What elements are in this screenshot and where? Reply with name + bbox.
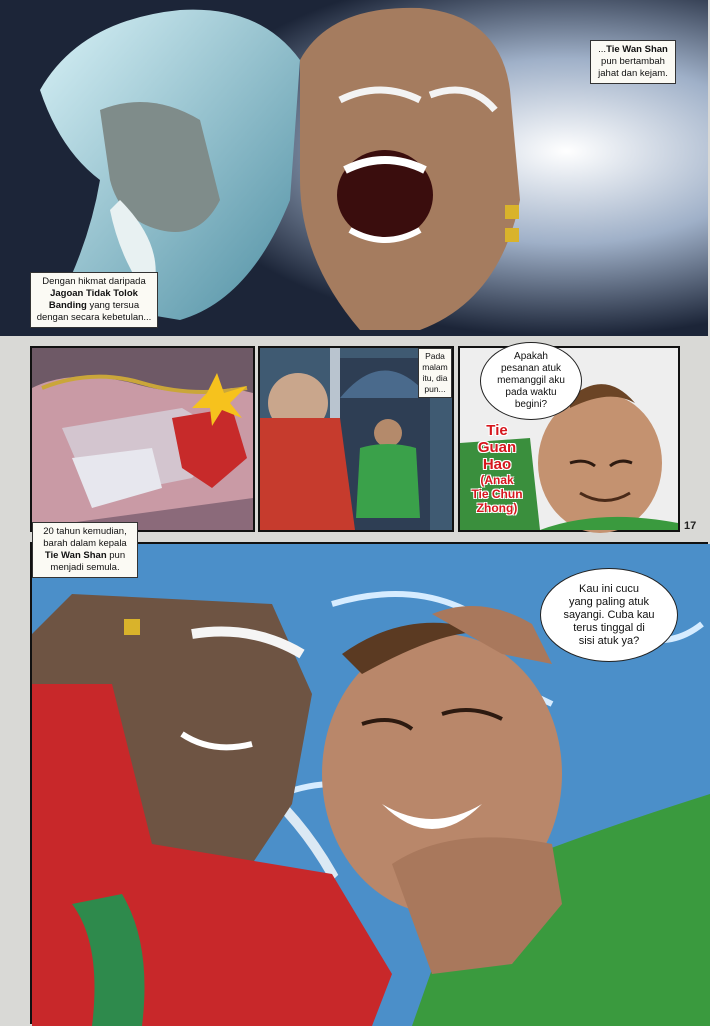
page-number: 17 [684,520,697,532]
caption-hidden-master: Dengan hikmat daripada Jagoan Tidak Tolok Banding yang tersua dengan secara kebetulan... [30,272,158,328]
caption-tie-wan-shan-evil: ...Tie Wan Shan pun bertambah jahat dan kejam. [590,40,676,84]
speech-bubble-grandson: Apakah pesanan atuk memanggil aku pada waktu begini? [480,342,582,420]
panel-2 [30,346,255,532]
panel-4 [458,346,680,532]
caption-20-years-later: 20 tahun kemudian, barah dalam kepala Tie Wan Shan pun menjadi semula. [32,522,138,578]
green-shirt-man [356,444,420,518]
panel-1 [0,0,708,336]
panel-3 [258,346,454,532]
character-name-tag: Tie Guan Hao (Anak Tie Chun Zhong) [471,422,523,515]
caption-that-night: Pada malam itu, dia pun... [418,348,452,398]
speech-bubble-grandfather: Kau ini cucu yang paling atuk sayangi. Cuba kau terus tinggal di sisi atuk ya? [540,568,678,662]
earring-icon [505,205,519,219]
earring-icon [124,619,140,635]
panel-2-art [32,348,253,530]
